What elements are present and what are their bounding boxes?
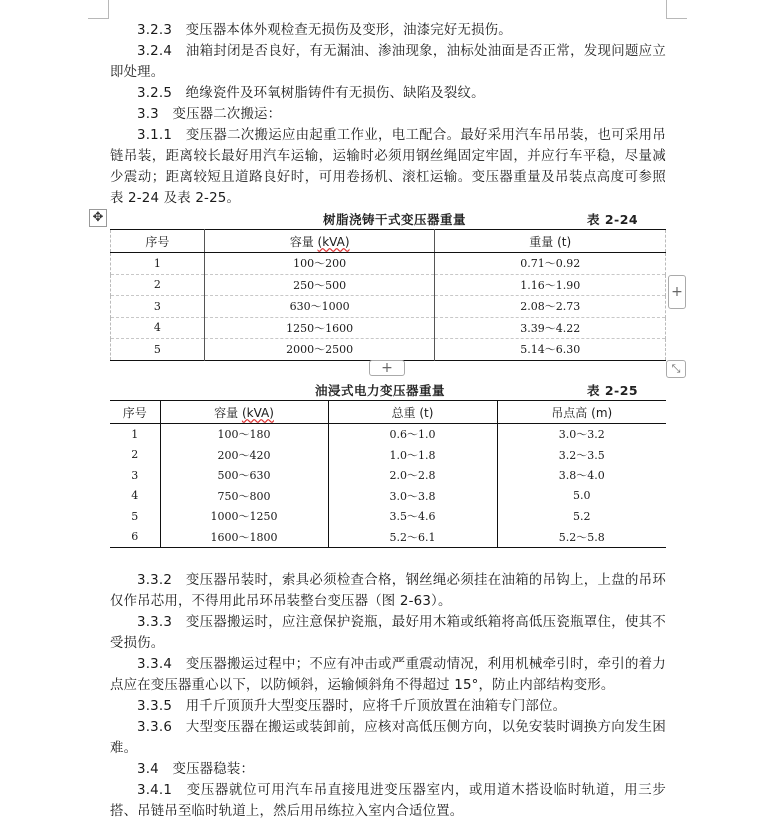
table-header-row xyxy=(111,230,666,253)
cell-index: 4 xyxy=(131,489,139,503)
page-corner-mark xyxy=(88,0,109,19)
paragraph-3-3-3: 3.3.3 变压器搬运时，应注意保护瓷瓶，最好用木箱或纸箱将高低压瓷瓶罩住，使其不受损伤。 xyxy=(110,615,666,651)
paragraph-3-2-3: 3.2.3 变压器本体外观检查无损伤及变形，油漆完好无损伤。 xyxy=(137,23,512,38)
paragraph-3-3-4: 3.3.4 变压器搬运过程中；不应有冲击或严重震动情况，利用机械牵引时，牵引的着力点应在变压器重心以下，以防倾斜，运输倾斜角不得超过 15°，防止内部结构变形。 xyxy=(110,657,666,693)
table-row xyxy=(111,317,666,339)
cell-index: 3 xyxy=(111,296,205,318)
cell-index: 6 xyxy=(131,530,139,544)
cell-lift-height: 5.2～5.8 xyxy=(497,527,666,548)
cell-capacity: 630～1000 xyxy=(204,296,435,318)
header-weight: 重量 (t) xyxy=(435,230,666,253)
cell-capacity: 200～420 xyxy=(160,445,328,466)
cell-capacity: 100～200 xyxy=(204,253,435,275)
table2-title: 油浸式电力变压器重量 xyxy=(315,383,446,398)
table-resin-transformer-weight xyxy=(110,229,666,361)
cell-total-weight: 5.2～6.1 xyxy=(328,527,497,548)
cell-weight: 1.16～1.90 xyxy=(435,274,666,296)
cell-capacity: 2000～2500 xyxy=(204,339,435,361)
header-lift-height: 吊点高 (m) xyxy=(497,401,666,424)
cell-total-weight: 3.5～4.6 xyxy=(328,506,497,527)
cell-total-weight: 0.6～1.0 xyxy=(328,424,497,445)
cell-index: 5 xyxy=(131,509,139,523)
cell-index: 1 xyxy=(131,427,139,441)
table-row xyxy=(111,296,666,318)
cell-index: 1 xyxy=(111,253,205,275)
cell-lift-height: 3.2～3.5 xyxy=(497,445,666,466)
paragraph-3-4-1: 3.4.1 变压器就位可用汽车吊直接甩进变压器室内，或用道木搭设临时轨道，用三步搭、吊链吊至临时轨道上，然后用吊练拉入室内合适位置。 xyxy=(110,783,666,819)
cell-total-weight: 3.0～3.8 xyxy=(328,486,497,507)
cell-weight: 5.14～6.30 xyxy=(435,339,666,361)
cell-weight: 0.71～0.92 xyxy=(435,253,666,275)
header-total-weight: 总重 (t) xyxy=(328,401,497,424)
table-row xyxy=(110,465,666,486)
table-header-row xyxy=(110,401,666,424)
cell-index: 2 xyxy=(111,274,205,296)
paragraph-3-3-6: 3.3.6 大型变压器在搬运或装卸前，应核对高低压侧方向，以免安装时调换方向发生困难。 xyxy=(110,720,666,756)
paragraph-3-3-2: 3.3.2 变压器吊装时，索具必须检查合格，钢丝绳必须挂在油箱的吊钩上，上盘的吊环仅作吊芯用，不得用此吊环吊装整台变压器（图 2-63）。 xyxy=(110,573,666,609)
move-icon[interactable]: ✥ xyxy=(89,209,107,227)
header-index: 序号 xyxy=(111,230,205,253)
cell-total-weight: 1.0～1.8 xyxy=(328,445,497,466)
cell-index: 5 xyxy=(111,339,205,361)
table-row xyxy=(111,274,666,296)
cell-capacity: 100～180 xyxy=(160,424,328,445)
heading-3-3: 3.3 变压器二次搬运： xyxy=(137,107,282,122)
paragraph-3-2-5: 3.2.5 绝缘瓷件及环氧树脂铸件有无损伤、缺陷及裂纹。 xyxy=(137,86,485,101)
table-row xyxy=(111,339,666,361)
cell-lift-height: 3.0～3.2 xyxy=(497,424,666,445)
table-row xyxy=(111,253,666,275)
header-capacity: 容量 (kVA) xyxy=(160,401,328,424)
cell-capacity: 750～800 xyxy=(160,486,328,507)
table1-title: 树脂浇铸干式变压器重量 xyxy=(323,212,467,227)
heading-3-4: 3.4 变压器稳装： xyxy=(137,762,255,777)
header-capacity: 容量 (kVA) xyxy=(204,230,435,253)
table-row xyxy=(110,527,666,548)
header-index: 序号 xyxy=(110,401,160,424)
table2-number: 表 2-25 xyxy=(587,383,639,398)
table1-number: 表 2-24 xyxy=(587,212,639,227)
cell-lift-height: 5.2 xyxy=(497,506,666,527)
cell-capacity: 1600～1800 xyxy=(160,527,328,548)
table-row xyxy=(110,506,666,527)
cell-index: 4 xyxy=(111,317,205,339)
paragraph-3-3-5: 3.3.5 用千斤顶顶升大型变压器时，应将千斤顶放置在油箱专门部位。 xyxy=(137,699,567,714)
cell-capacity: 250～500 xyxy=(204,274,435,296)
paragraph-3-2-4: 3.2.4 油箱封闭是否良好，有无漏油、渗油现象，油标处油面是否正常，发现问题应立即处理。 xyxy=(110,44,666,80)
cell-capacity: 1250～1600 xyxy=(204,317,435,339)
cell-capacity: 1000～1250 xyxy=(160,506,328,527)
cell-index: 2 xyxy=(131,448,139,462)
cell-lift-height: 3.8～4.0 xyxy=(497,465,666,486)
cell-lift-height: 5.0 xyxy=(497,486,666,507)
table-row xyxy=(110,486,666,507)
paragraph-3-1-1: 3.1.1 变压器二次搬运应由起重工作业，电工配合。最好采用汽车吊吊装，也可采用吊链吊装，距离较长最好用汽车运输，运输时必须用钢丝绳固定牢固，并应行车平稳，尽量减少震动；距离较短且道路良好时，可用卷扬机、滚杠运输。变压器重量及吊装点高度可参照表 2-24 及表 2-25。 xyxy=(110,128,666,206)
page-corner-mark xyxy=(666,0,687,19)
cell-weight: 2.08～2.73 xyxy=(435,296,666,318)
cell-index: 3 xyxy=(131,468,139,482)
resize-icon[interactable]: ⤡ xyxy=(666,360,686,378)
table-row xyxy=(110,445,666,466)
cell-total-weight: 2.0～2.8 xyxy=(328,465,497,486)
table-row xyxy=(110,424,666,445)
cell-capacity: 500～630 xyxy=(160,465,328,486)
table-oil-transformer-weight xyxy=(110,400,666,548)
cell-weight: 3.39～4.22 xyxy=(435,317,666,339)
add-column-button[interactable]: + xyxy=(668,275,686,309)
add-row-button[interactable]: + xyxy=(369,360,405,376)
